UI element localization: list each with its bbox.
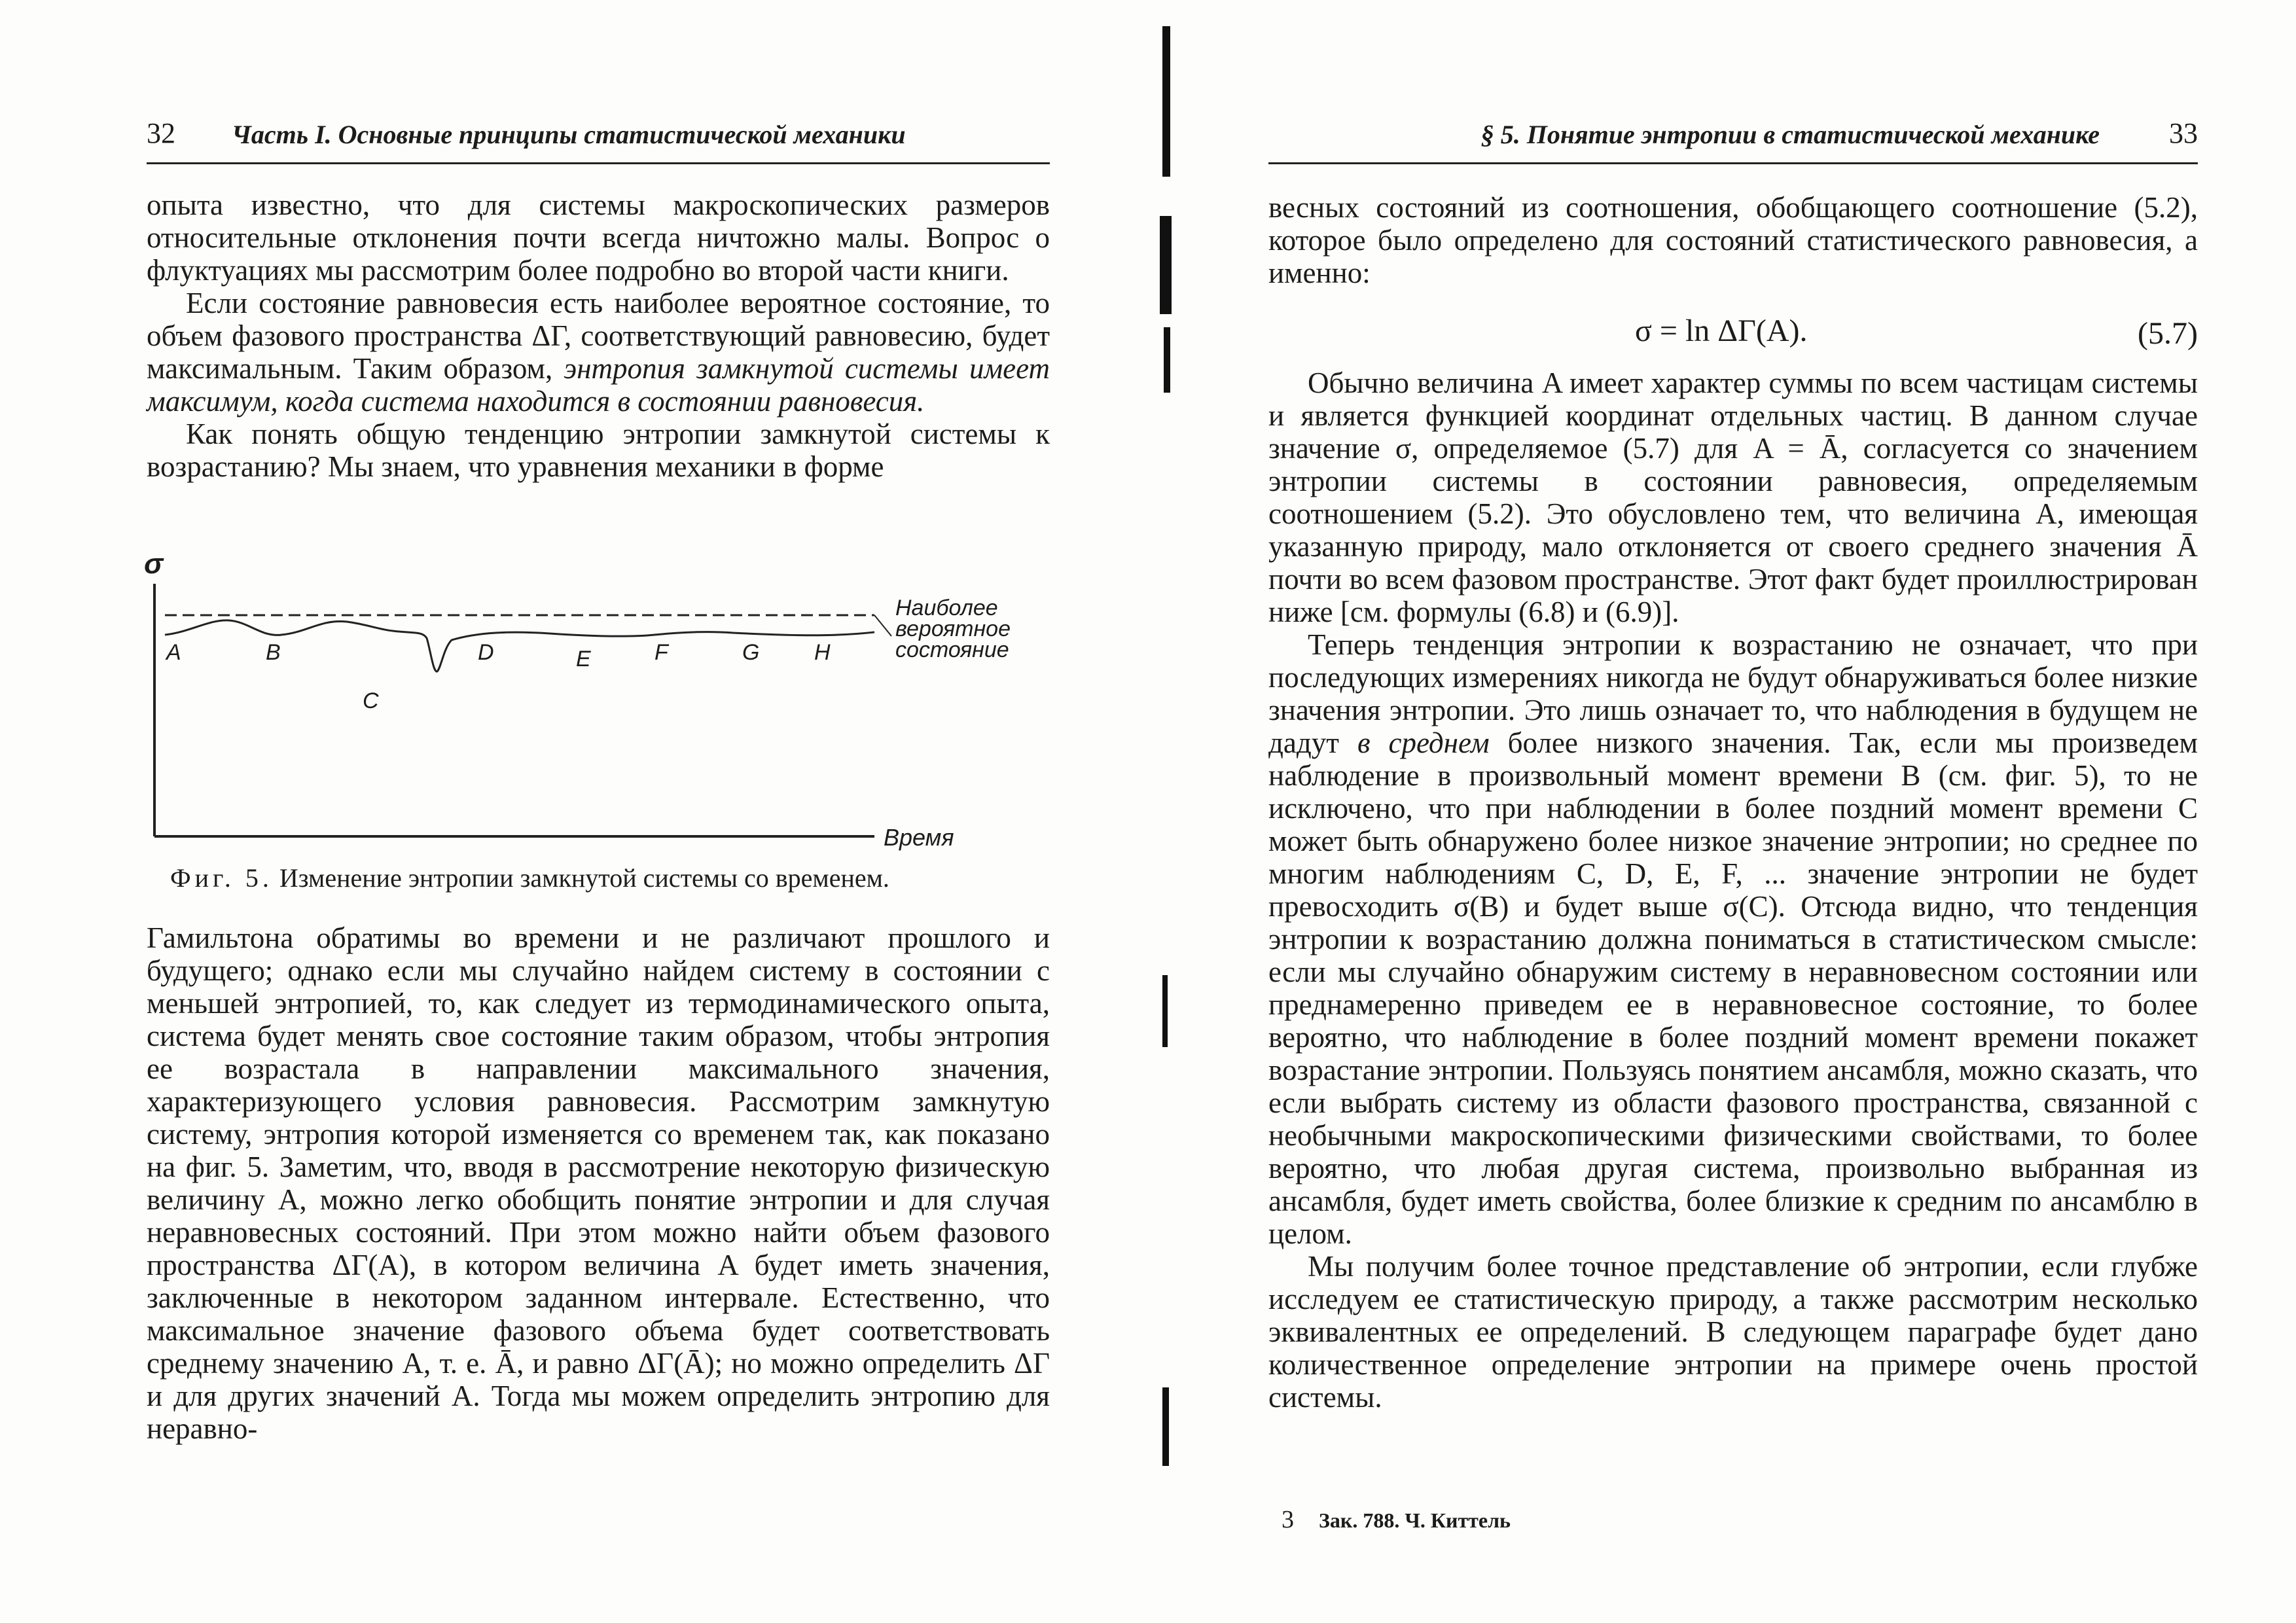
right-page-number: 33 bbox=[2169, 117, 2198, 149]
paragraph: опыта известно, что для системы макроскопических размеров относительные отклонения почти всегда ничтожно малы. Вопрос о флуктуациях мы рассмотрим более подробно во второй части книги. bbox=[147, 188, 1050, 287]
left-text-top bbox=[147, 188, 1050, 483]
left-running-head bbox=[147, 110, 1050, 164]
right-running-title: § 5. Понятие энтропии в статистической механике bbox=[1480, 120, 2100, 149]
x-axis-label: Время bbox=[884, 824, 954, 851]
caption-text: Изменение энтропии замкнутой системы со временем. bbox=[279, 863, 889, 893]
point-label: G bbox=[742, 640, 760, 665]
equilibrium-label-line: вероятное bbox=[895, 616, 1011, 641]
y-axis-label: σ bbox=[144, 548, 164, 580]
entropy-figure bbox=[131, 543, 1060, 857]
left-running-title: Часть I. Основные принципы статистической механики bbox=[232, 120, 906, 149]
point-label: H bbox=[814, 640, 831, 665]
right-running-head bbox=[1268, 110, 2198, 164]
right-text-body bbox=[1268, 366, 2198, 1414]
point-label: F bbox=[655, 640, 668, 665]
signature-number: 3 bbox=[1282, 1506, 1294, 1533]
caption-label: Фиг. 5. bbox=[170, 863, 273, 893]
point-label: B bbox=[266, 640, 281, 665]
point-label: D bbox=[478, 640, 494, 665]
left-text-bottom bbox=[147, 921, 1050, 1445]
left-page-number: 32 bbox=[147, 117, 175, 149]
point-label: A bbox=[166, 640, 181, 665]
figure-caption bbox=[170, 863, 1034, 893]
paragraph: Как понять общую тенденцию энтропии замкнутой системы к возрастанию? Мы знаем, что уравнения механики в форме bbox=[147, 418, 1050, 483]
point-label: C bbox=[363, 688, 379, 713]
paragraph: Обычно величина A имеет характер суммы по всем частицам системы и является функцией координат отдельных частиц. В данном случае значение σ, определяемое (5.7) для A = Ā, согласуется со значением энтропии системы в состоянии равновесия, определяемым соотношением (5.2). Это обусловлено тем, что величина A, имеющая указанную природу, мало отклоняется от своего среднего значения Ā почти во всем фазовом пространстве. Этот факт будет проиллюстрирован ниже [см. формулы (6.8) и (6.9)]. bbox=[1268, 366, 2198, 628]
equilibrium-label-line: состояние bbox=[895, 637, 1009, 662]
paragraph: Если состояние равновесия есть наиболее вероятное состояние, то объем фазового пространства ΔΓ, соответствующий равновесию, будет максимальным. Таким образом, энтропия замкнутой системы имеет максимум, когда система находится в состоянии равновесия. bbox=[147, 287, 1050, 418]
paragraph: весных состояний из соотношения, обобщающего соотношение (5.2), которое было определено для состояний статистического равновесия, а именно: bbox=[1268, 191, 2198, 289]
emphasis: энтропия замкнутой системы имеет максимум, когда система находится в состоянии равновесия. bbox=[147, 352, 1050, 418]
equilibrium-label-line: Наиболее bbox=[895, 596, 998, 620]
right-page bbox=[1148, 0, 2296, 1623]
paragraph: Гамильтона обратимы во времени и не различают прошлого и будущего; однако если мы случайно найдем систему в состоянии с меньшей энтропией, то, как следует из термодинамического опыта, система будет менять свое состояние таким образом, чтобы энтропия ее возрастала в направлении максимального значения, характеризующего условия равновесия. Рассмотрим замкнутую систему, энтропия которой изменяется со временем так, как показано на фиг. 5. Заметим, что, вводя в рассмотрение некоторую физическую величину A, можно легко обобщить понятие энтропии и для случая неравновесных состояний. При этом можно найти объем фазового пространства ΔΓ(A), в котором величина A будет иметь значения, заключенные в некотором заданном интервале. Естественно, что максимальное значение фазового объема будет соответствовать среднему значению A, т. е. Ā, и равно ΔΓ(Ā); но можно определить ΔΓ и для других значений A. Тогда мы можем определить энтропию для неравно- bbox=[147, 921, 1050, 1445]
formula-expression: σ = ln ΔΓ(A). bbox=[1635, 313, 1808, 348]
paragraph: Мы получим более точное представление об энтропии, если глубже исследуем ее статистическую природу, а также рассмотрим несколько эквивалентных ее определений. В следующем параграфе будет дано количественное определение энтропии на примере очень простой системы. bbox=[1268, 1250, 2198, 1414]
paragraph: Теперь тенденция энтропии к возрастанию не означает, что при последующих измерениях никогда не будут обнаруживаться более низкие значения энтропии. Это лишь означает то, что наблюдения в будущем не дадут в среднем более низкого значения. Так, если мы произведем наблюдение в произвольный момент времени B (см. фиг. 5), то не исключено, что при наблюдении в более поздний момент времени C может быть обнаружено более низкое значение энтропии; но среднее по многим наблюдениям C, D, E, F, ... значение энтропии не будет превосходить σ(B) и будет выше σ(C). Отсюда видно, что тенденция энтропии к возрастанию должна пониматься в статистическом смысле: если мы случайно обнаружим систему в неравновесном состоянии или преднамеренно приведем ее в неравновесное состояние, то более вероятно, что наблюдение в более поздний момент времени покажет возрастание энтропии. Пользуясь понятием ансамбля, можно сказать, что если выбрать систему из области фазового пространства, связанной с необычными макроскопическими физическими свойствами, то более вероятно, что любая другая система, произвольно выбранная из ансамбля, будет иметь свойства, более близкие к средним по ансамблю в целом. bbox=[1268, 628, 2198, 1250]
leader-line bbox=[874, 615, 891, 636]
emphasis: в среднем bbox=[1357, 726, 1490, 759]
right-text-top bbox=[1268, 191, 2198, 289]
signature-footer bbox=[1282, 1505, 1511, 1534]
point-label: E bbox=[576, 647, 591, 671]
formula-number: (5.7) bbox=[2138, 316, 2198, 351]
printing-note: Зак. 788. Ч. Киттель bbox=[1319, 1508, 1511, 1532]
formula-5-7 bbox=[1268, 308, 2198, 353]
